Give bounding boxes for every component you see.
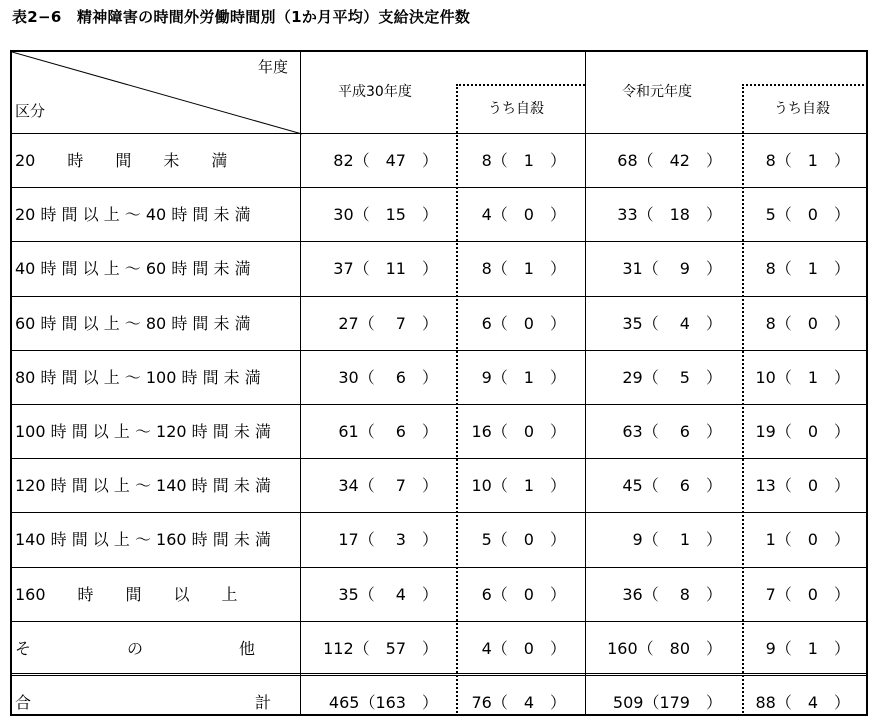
cell-r1: 33（ 18 ） (617, 205, 722, 225)
row-divider (10, 296, 868, 297)
row-label: 100 時 間 以 上 ～ 120 時 間 未 満 (15, 422, 271, 441)
row-label: 140 時 間 以 上 ～ 160 時 間 未 満 (15, 530, 271, 550)
cell-h30: 34（ 7 ） (338, 476, 438, 496)
cell-h30s: 4（ 0 ） (481, 205, 566, 225)
column-divider (456, 84, 458, 716)
row-divider (10, 567, 868, 568)
corner-year-label: 年度 (258, 58, 289, 76)
cell-r1s: 5（ 0 ） (765, 205, 850, 225)
row-divider (10, 512, 868, 513)
cell-r1s: 8（ 1 ） (765, 151, 850, 170)
row-label: 60 時 間 以 上 ～ 80 時 間 未 満 (15, 313, 251, 333)
cell-h30: 30（ 15 ） (333, 205, 438, 225)
corner-category-label: 区分 (15, 102, 46, 120)
cell-h30s: 6（ 0 ） (481, 584, 566, 604)
cell-h30s: 8（ 1 ） (481, 259, 566, 279)
cell-r1s: 19（ 0 ） (755, 422, 850, 441)
cell-r1: 29（ 5 ） (622, 367, 722, 387)
cell-r1s: 9（ 1 ） (765, 638, 850, 658)
cell-h30: 82（ 47 ） (333, 151, 438, 170)
row-divider (10, 458, 868, 459)
header-h30: 平成30年度 (338, 84, 412, 100)
row-label: そ の 他 (15, 638, 256, 658)
row-divider (10, 241, 868, 242)
cell-h30s: 8（ 1 ） (481, 151, 566, 170)
row-label: 20 時 間 未 満 (15, 151, 228, 170)
header-r1-suicide: うち自殺 (774, 101, 830, 117)
cell-r1: 160（ 80 ） (607, 638, 722, 658)
cell-h30: 37（ 11 ） (333, 259, 438, 279)
row-label: 80 時 間 以 上 ～ 100 時 間 未 満 (15, 367, 261, 387)
cell-h30s: 76（ 4 ） (471, 693, 566, 712)
row-divider (10, 350, 868, 351)
row-label: 40 時 間 以 上 ～ 60 時 間 未 満 (15, 259, 251, 279)
column-divider (742, 84, 744, 716)
cell-r1: 45（ 6 ） (622, 476, 722, 496)
cell-h30: 61（ 6 ） (338, 422, 438, 441)
cell-h30s: 6（ 0 ） (481, 313, 566, 333)
cell-r1s: 8（ 1 ） (765, 259, 850, 279)
cell-h30s: 10（ 1 ） (471, 476, 566, 496)
cell-h30s: 4（ 0 ） (481, 638, 566, 658)
row-divider (10, 673, 868, 676)
row-label: 120 時 間 以 上 ～ 140 時 間 未 満 (15, 476, 271, 496)
cell-r1s: 13（ 0 ） (755, 476, 850, 496)
cell-r1: 509（179 ） (612, 693, 722, 712)
row-label: 合 計 (15, 693, 272, 712)
cell-r1: 36（ 8 ） (622, 584, 722, 604)
cell-h30s: 5（ 0 ） (481, 530, 566, 550)
cell-r1: 9（ 1 ） (632, 530, 722, 550)
cell-r1: 68（ 42 ） (617, 151, 722, 170)
row-divider (10, 621, 868, 622)
row-label: 20 時 間 以 上 ～ 40 時 間 未 満 (15, 205, 251, 225)
cell-r1s: 1（ 0 ） (765, 530, 850, 550)
header-r1: 令和元年度 (622, 84, 692, 100)
cell-h30: 27（ 7 ） (338, 313, 438, 333)
subheader-divider (742, 84, 868, 86)
cell-h30: 465（163 ） (328, 693, 438, 712)
cell-r1s: 8（ 0 ） (765, 313, 850, 333)
cell-r1: 35（ 4 ） (622, 313, 722, 333)
cell-r1s: 10（ 1 ） (755, 367, 850, 387)
row-divider (10, 404, 868, 405)
cell-r1s: 88（ 4 ） (755, 693, 850, 712)
header-h30-suicide: うち自殺 (488, 101, 544, 117)
cell-r1: 63（ 6 ） (622, 422, 722, 441)
cell-h30: 35（ 4 ） (338, 584, 438, 604)
cell-h30: 17（ 3 ） (338, 530, 438, 550)
row-divider (10, 187, 868, 188)
cell-h30: 30（ 6 ） (338, 367, 438, 387)
cell-h30s: 9（ 1 ） (481, 367, 566, 387)
cell-r1: 31（ 9 ） (622, 259, 722, 279)
row-divider (10, 133, 868, 134)
cell-h30s: 16（ 0 ） (471, 422, 566, 441)
row-label: 160 時 間 以 上 (15, 584, 238, 604)
cell-r1s: 7（ 0 ） (765, 584, 850, 604)
subheader-divider (456, 84, 585, 86)
table-title: 表2−6 精神障害の時間外労働時間別（1か月平均）支給決定件数 (12, 8, 471, 26)
cell-h30: 112（ 57 ） (323, 638, 438, 658)
